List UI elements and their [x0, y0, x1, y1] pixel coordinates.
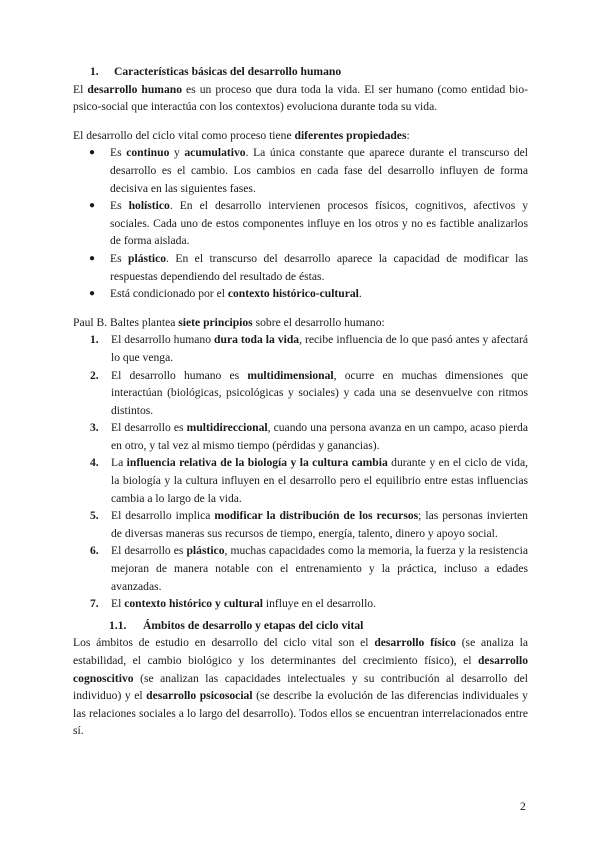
- bold-term: desarrollo psicosocial: [146, 689, 253, 703]
- list-number: 3.: [90, 421, 99, 435]
- page-content: [73, 63, 528, 740]
- list-item: [73, 507, 528, 542]
- section-title: Características básicas del desarrollo humano: [114, 65, 342, 78]
- bold-term: desarrollo físico: [374, 636, 456, 650]
- bold-term: contexto histórico y cultural: [124, 597, 263, 611]
- principles-list: [73, 331, 528, 613]
- text-run: influye en el desarrollo.: [262, 597, 376, 611]
- list-item: [73, 285, 528, 303]
- list-item: [73, 197, 528, 250]
- ambitos-paragraph: [73, 634, 528, 740]
- list-item: [73, 144, 528, 197]
- list-item: [73, 595, 528, 613]
- bold-term: desarrollo cognoscitivo: [73, 654, 528, 685]
- list-item: [73, 419, 528, 454]
- text-run: (se analizan las capacidades intelectuales y su contribución al desarrollo del individuo) y el: [73, 671, 528, 703]
- text-run: El desarrollo humano: [111, 333, 215, 347]
- section-title: Ámbitos de desarrollo y etapas del ciclo vital: [143, 618, 364, 632]
- list-number: 2.: [90, 368, 99, 382]
- list-number: 6.: [90, 544, 99, 558]
- list-number: 1.: [90, 333, 99, 347]
- text-run: Está condicionado por el: [110, 287, 228, 301]
- bold-term: plástico: [128, 251, 167, 265]
- list-item: [73, 250, 528, 285]
- bullet-icon: ●: [89, 288, 96, 300]
- bullet-icon: ●: [89, 252, 96, 264]
- properties-list: [73, 144, 528, 302]
- list-number: 4.: [90, 456, 99, 470]
- text-run: . La única constante que aparece durante el transcurso del desarrollo es el cambio. Los cambios en cada fase del desarrollo influyen de forma decisiva en las siguientes fases.: [110, 146, 529, 195]
- intro-paragraph: [73, 81, 528, 116]
- text-run: . En el transcurso del desarrollo aparece la capacidad de modificar las respuestas dependiendo del resultado de éstas.: [110, 251, 529, 283]
- bullet-icon: ●: [89, 200, 96, 212]
- text-run: Paul B. Baltes plantea: [73, 315, 179, 329]
- bold-term: multidimensional: [247, 368, 334, 382]
- text-run: El desarrollo es: [111, 544, 187, 558]
- text-run: El desarrollo humano es: [111, 368, 248, 382]
- bold-term: multidireccional: [186, 421, 268, 435]
- text-run: , cuando una persona avanza en un campo, acaso pierda en otro, y tal vez al mismo tiempo (pérdidas y ganancias).: [111, 421, 528, 452]
- text-run: Es: [110, 199, 129, 213]
- text-run: es un proceso que dura toda la vida. El ser humano (como entidad bio-psico-social que interactúa con los contextos) evoluciona durante toda su vida.: [73, 82, 528, 114]
- section-number: 1.: [90, 65, 99, 78]
- section-heading-1-1: [109, 617, 528, 635]
- bold-term: plástico: [186, 544, 225, 558]
- bold-term: desarrollo humano: [87, 82, 182, 96]
- page-number: 2: [520, 800, 526, 813]
- text-run: :: [406, 128, 410, 142]
- text-run: ; las personas invierten de diversas maneras sus recursos de tiempo, energía, talento, dinero y apoyo social.: [111, 509, 528, 540]
- bold-term: modificar la distribución de los recursos: [214, 509, 419, 523]
- list-number: 5.: [90, 509, 99, 523]
- bold-term: diferentes propiedades: [294, 128, 407, 142]
- text-run: durante y en el ciclo de vida, la biología y la cultura influyen en el desarrollo pero el equilibrio entre estas influencias cambia a lo largo de la vida.: [111, 456, 528, 505]
- text-run: sobre el desarrollo humano:: [252, 315, 385, 329]
- bold-term: siete principios: [178, 315, 253, 329]
- text-run: (se describe la evolución de las diferencias individuales y las relaciones sociales a lo largo del desarrollo). Todos ellos se encuentran interrelacionados entre sí.: [73, 689, 528, 738]
- list-item: [73, 367, 528, 420]
- text-run: , ocurre en muchas dimensiones que interactúan (biológicas, psicológicas y sociales) y cada una se desenvuelve con ritmos distintos.: [111, 368, 529, 417]
- list-item: [73, 331, 528, 366]
- bullet-icon: ●: [89, 147, 96, 159]
- list-item: [73, 542, 528, 595]
- text-run: y: [169, 146, 185, 160]
- properties-intro: [73, 127, 528, 145]
- text-run: El: [73, 82, 88, 96]
- text-run: , muchas capacidades como la memoria, la fuerza y la resistencia mejoran de manera notable con el entrenamiento y la práctica, incluso a edades avanzadas.: [111, 544, 528, 593]
- text-run: , recibe influencia de lo que pasó antes y afectará lo que venga.: [111, 333, 528, 364]
- text-run: El desarrollo del ciclo vital como proceso tiene: [73, 128, 295, 142]
- text-run: Es: [110, 146, 127, 160]
- baltes-intro: [73, 314, 528, 332]
- text-run: La: [111, 456, 127, 470]
- list-item: [73, 454, 528, 507]
- text-run: El: [111, 597, 125, 611]
- bold-term: continuo: [126, 146, 170, 160]
- text-run: . En el desarrollo intervienen procesos físicos, cognitivos, afectivos y sociales. Cada uno de estos componentes influye en los otros y no es factible analizarlos de forma aislada.: [110, 199, 528, 248]
- text-run: El desarrollo implica: [111, 509, 215, 523]
- text-run: El desarrollo es: [111, 421, 187, 435]
- bold-term: influencia relativa de la biología y la cultura cambia: [126, 456, 388, 470]
- section-number: 1.1.: [109, 618, 127, 632]
- text-run: Es: [110, 251, 129, 265]
- bold-term: contexto histórico-cultural: [227, 287, 359, 301]
- text-run: (se analiza la estabilidad, el cambio biológico y los determinantes del crecimiento físico), el: [73, 636, 528, 667]
- bold-term: dura toda la vida: [214, 333, 300, 347]
- bold-term: acumulativo: [184, 146, 246, 160]
- text-run: Los ámbitos de estudio en desarrollo del ciclo vital son el: [73, 636, 375, 650]
- list-number: 7.: [90, 597, 99, 611]
- bold-term: holístico: [128, 199, 170, 213]
- section-heading-1: [90, 63, 528, 81]
- text-run: .: [358, 287, 362, 301]
